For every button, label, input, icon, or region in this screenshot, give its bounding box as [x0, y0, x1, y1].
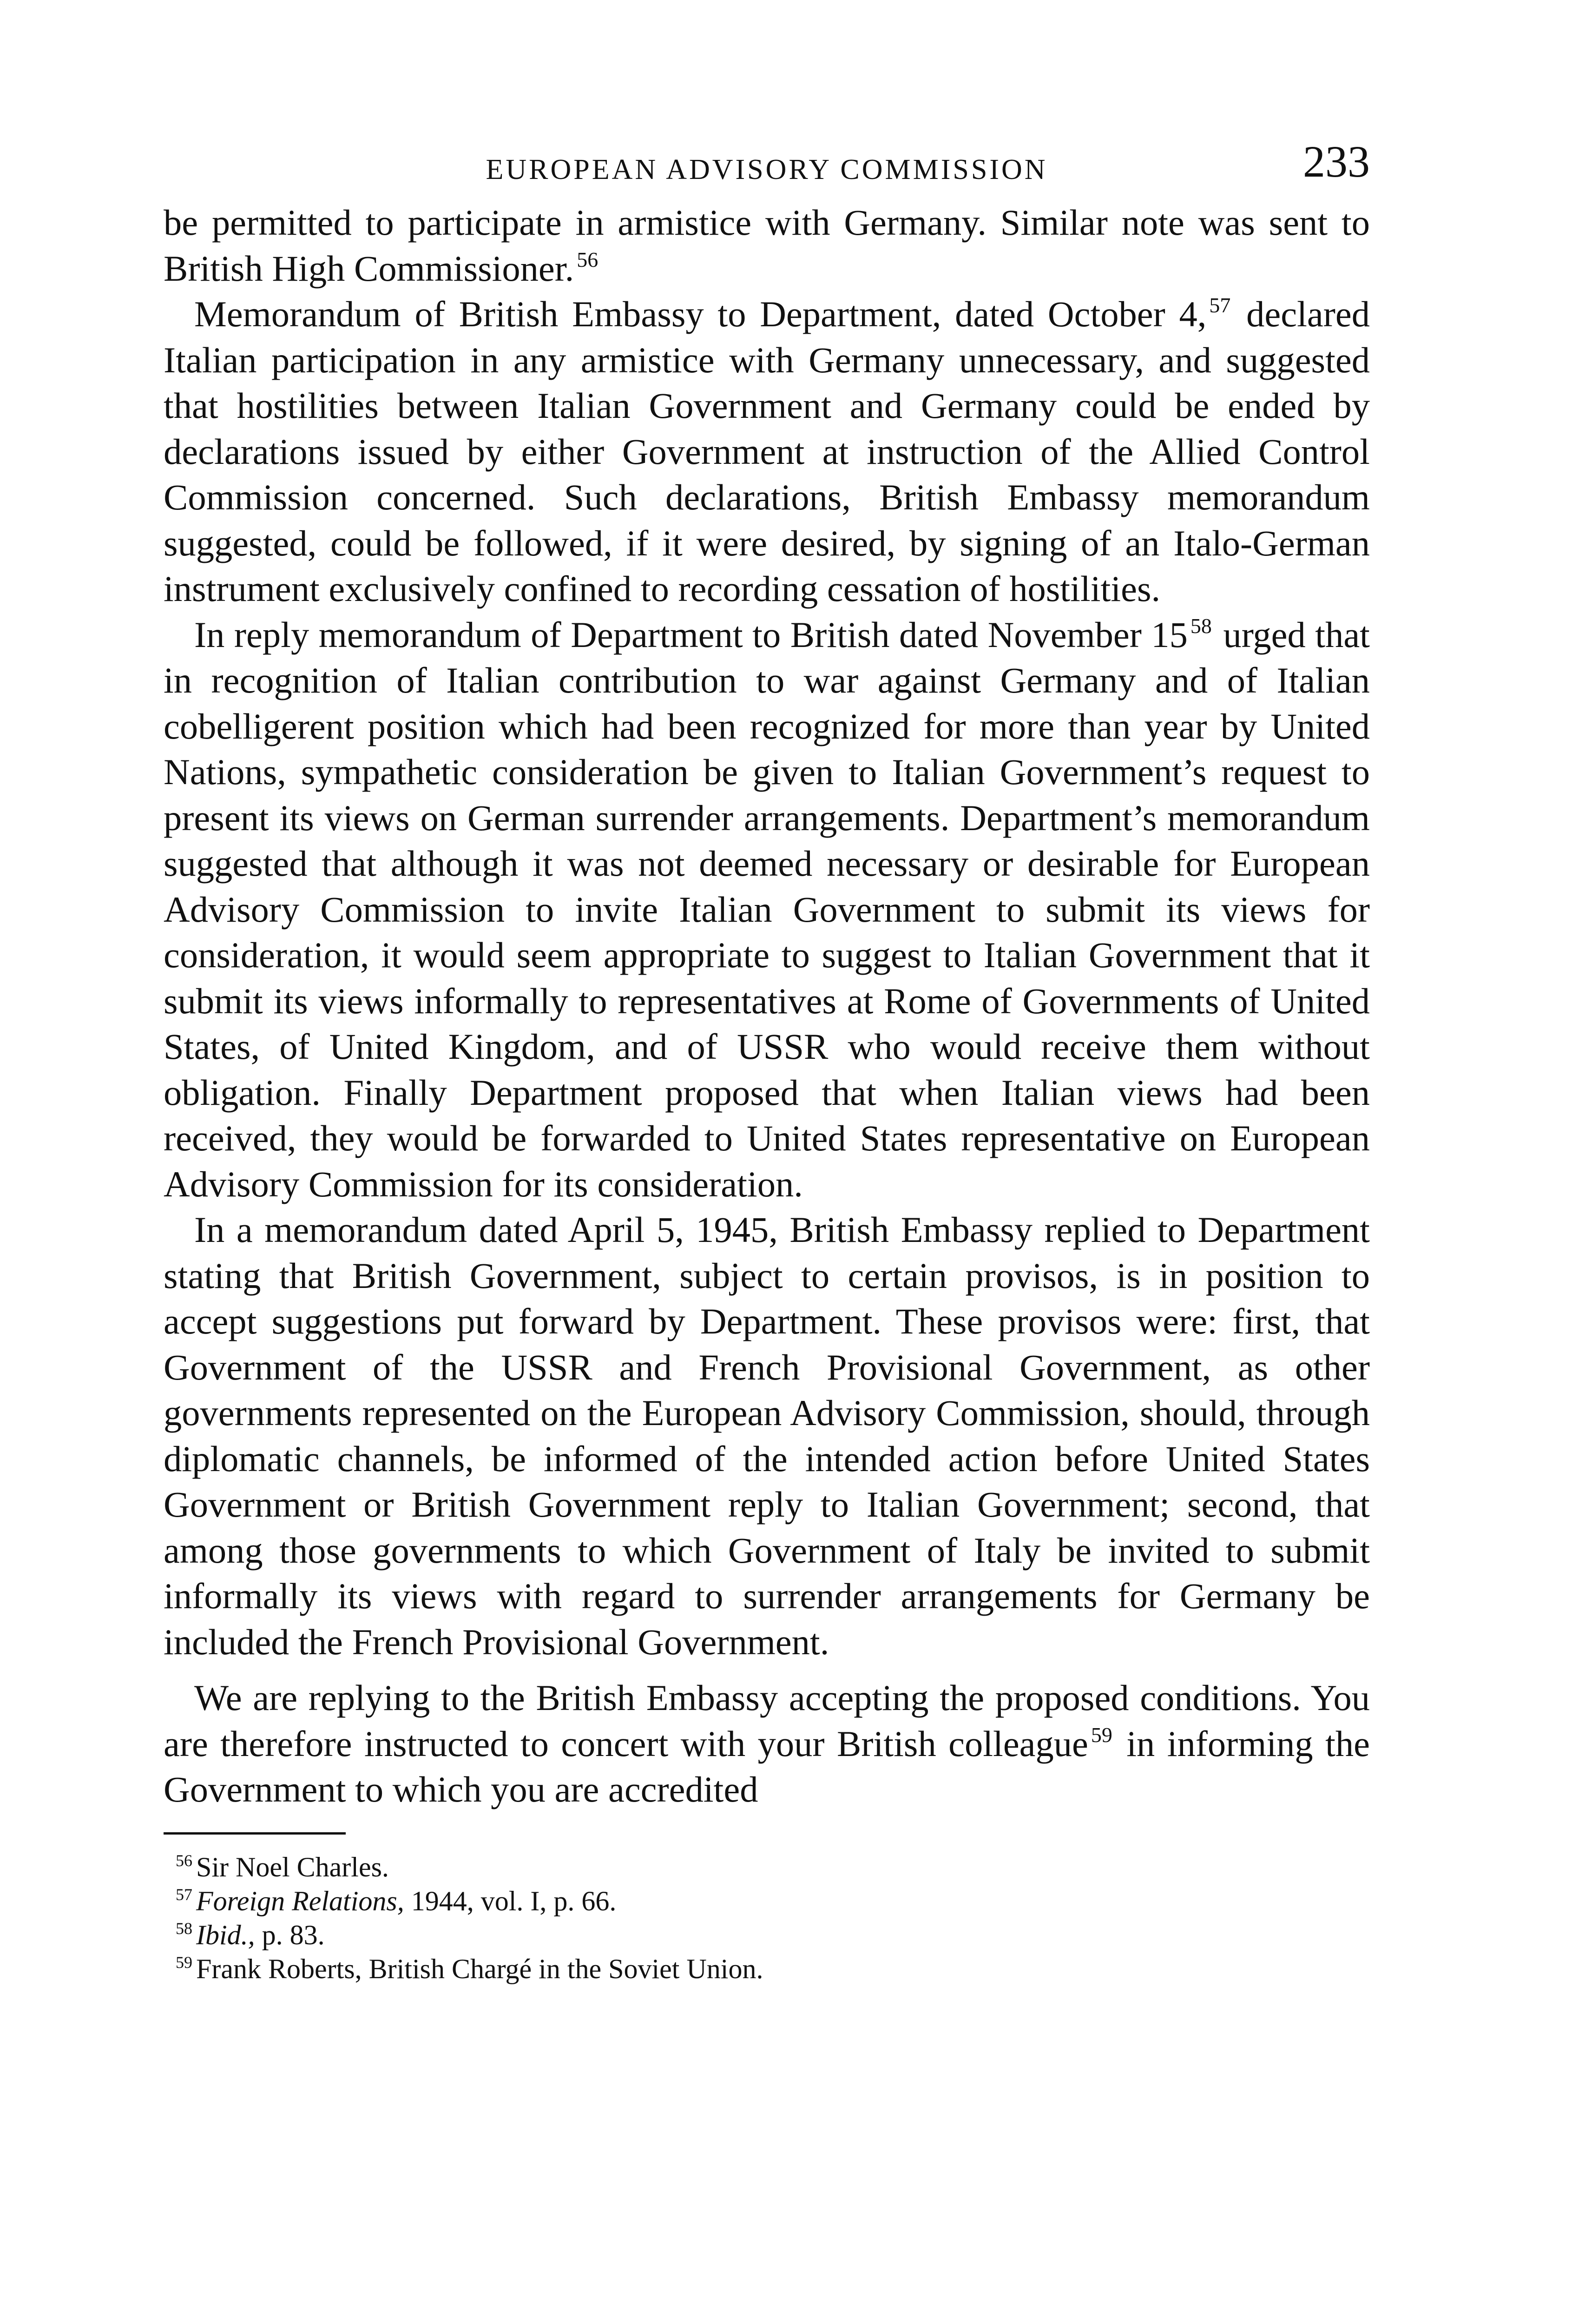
footnote-divider: [164, 1832, 346, 1835]
footnote: [176, 1952, 1370, 1986]
footnote: [176, 1850, 1370, 1884]
paragraph-text: be permitted to participate in armistice with Germany. Similar note was sent to British High Commissioner.: [164, 202, 1370, 289]
running-title: EUROPEAN ADVISORY COMMISSION: [486, 154, 1048, 185]
paragraph: [164, 1675, 1370, 1813]
footnote-text: Frank Roberts, British Chargé in the Soviet Union.: [196, 1953, 763, 1984]
footnote-title: Foreign Relations,: [196, 1885, 404, 1916]
document-page: [164, 139, 1370, 1986]
footnotes: [164, 1850, 1370, 1986]
footnote-number: 58: [176, 1919, 192, 1938]
paragraph: [164, 612, 1370, 1208]
footnote-ref: 58: [1190, 614, 1212, 638]
paragraph-continued: [164, 200, 1370, 291]
paragraph: [164, 291, 1370, 612]
footnote-text: 1944, vol. I, p. 66.: [404, 1885, 617, 1916]
footnote-ref: 57: [1209, 293, 1231, 317]
paragraph-text: Memorandum of British Embassy to Department, dated October 4,: [194, 294, 1207, 334]
footnote-text: p. 83.: [255, 1919, 325, 1950]
running-head: [164, 139, 1370, 200]
body-text: [164, 200, 1370, 1813]
footnote-number: 57: [176, 1885, 192, 1904]
paragraph-text: In reply memorandum of Department to British dated November 15: [194, 614, 1188, 655]
footnote-title: Ibid.,: [196, 1919, 255, 1950]
page-number: 233: [1303, 137, 1370, 186]
footnote-number: 59: [176, 1953, 192, 1972]
footnote-number: 56: [176, 1851, 192, 1870]
paragraph-text: We are replying to the British Embassy accepting the proposed conditions. You are therefore instructed to concert with your British colleague: [164, 1677, 1370, 1764]
paragraph-text: declared Italian participation in any armistice with Germany unnecessary, and suggested that hostilities between Italian Government and Germany could be ended by declarations issued by either Government at instruction of the Allied Control Commission concerned. Such declarations, British Embassy memorandum suggested, could be followed, if it were desired, by signing of an Italo-German instrument exclusively confined to recording cessation of hostilities.: [164, 294, 1370, 609]
footnote-text: Sir Noel Charles.: [196, 1851, 389, 1882]
footnote-ref: 59: [1091, 1723, 1112, 1747]
paragraph: In a memorandum dated April 5, 1945, British Embassy replied to Department stating that British Government, subject to certain provisos, is in position to accept suggestions put forward by Department. These provisos were: first, that Government of the USSR and French Provisional Government, as other governments represented on the European Advisory Commission, should, through diplomatic channels, be informed of the intended action before United States Government or British Government reply to Italian Government; second, that among those governments to which Government of Italy be invited to submit informally its views with regard to surrender arrangements for Germany be included the French Provisional Government.: [164, 1209, 1370, 1662]
footnote: [176, 1918, 1370, 1952]
paragraph-text: urged that in recognition of Italian contribution to war against Germany and of Italian cobelligerent position which had been recognized for more than year by United Nations, sympathetic consideration be given to Italian Government’s request to present its views on German surrender arrangements. Department’s memorandum suggested that although it was not deemed necessary or desirable for European Advisory Commission to invite Italian Government to submit its views for consideration, it would seem appropriate to suggest to Italian Government that it submit its views informally to representatives at Rome of Governments of United States, of United Kingdom, and of USSR who would receive them without obligation. Finally Department proposed that when Italian views had been received, they would be forwarded to United States representative on European Advisory Commission for its consideration.: [164, 614, 1370, 1204]
footnote-ref: 56: [577, 247, 598, 271]
paragraph-text: in informing the Government to which you are accredited: [164, 1723, 1370, 1809]
footnote: [176, 1884, 1370, 1918]
